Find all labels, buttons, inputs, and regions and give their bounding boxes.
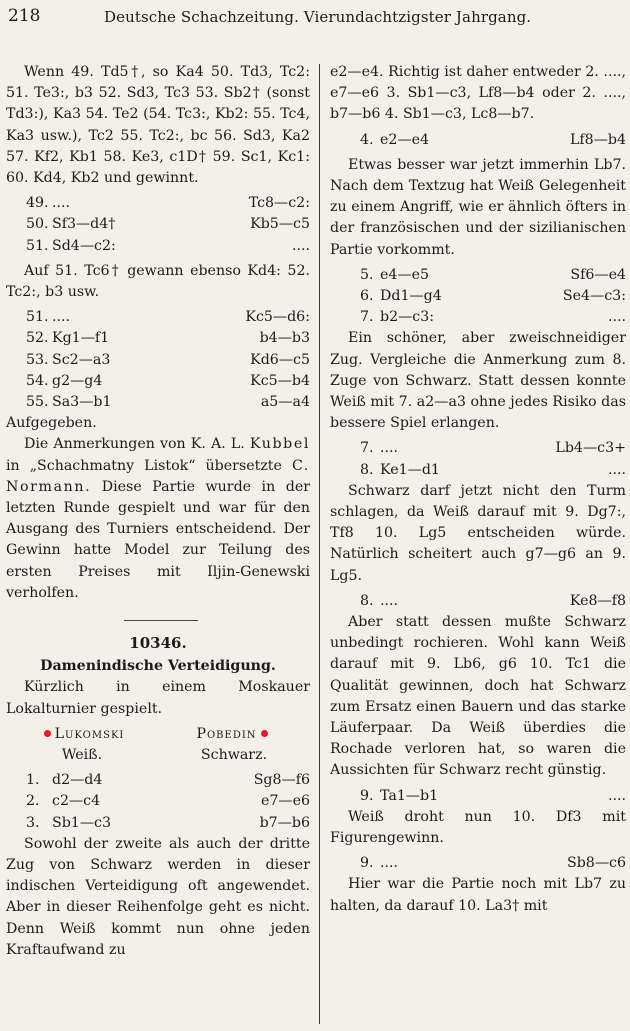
move-list	[6, 193, 310, 257]
move-row: 55. Sa3—b1 a5—a4	[26, 393, 310, 410]
move-row: 7. b2—c3: ....	[360, 309, 626, 326]
annotation-paragraph: Weiß droht nun 10. Df3 mit Figurengewinn.	[330, 808, 626, 846]
annotation-credit: Die Anmerkungen von K. A. L. Kubbel in „Schachmatny Listok“ übersetzte C. Normann. Diese Partie wurde in der letzten Runde gespielt und war für den Ausgang des Turniers entscheidend. Der Gewinn hatte Model zur Teilung des ersten Preises mit Iljin-Genewski verholfen.	[6, 436, 310, 601]
annotation-paragraph: Hier war die Partie noch mit Lb7 zu halten, da darauf 10. La3† mit	[330, 876, 626, 914]
annotation-paragraph: Etwas besser war jetzt immerhin Lb7. Nach dem Textzug hat Weiß Gelegenheit zu einem Angriff, wie er ähnlich öfters in der französischen und der sizilianischen Partie vorkommt.	[330, 156, 626, 258]
annotation-paragraph: Schwarz darf jetzt nicht den Turm schlagen, da Weiß darauf mit 9. Dg7:, Tf8 10. Lg5 entscheiden würde. Natürlich scheitert auch g7—g6 an 9. Lg5.	[330, 482, 626, 584]
black-label: Schwarz.	[200, 746, 268, 763]
page-number: 218	[8, 6, 41, 26]
black-player: Pobedin	[158, 724, 310, 745]
move-row: 5. e4—e5 Sf6—e4	[360, 266, 626, 283]
move-row: 8. Ke1—d1 ....	[360, 461, 626, 478]
left-column	[6, 62, 310, 961]
game-intro: Kürzlich in einem Moskauer Lokalturnier gespielt.	[6, 679, 310, 717]
annotation-paragraph: e2—e4. Richtig ist daher entweder 2. ...., e7—e6 3. Sb1—c3, Lf8—b4 oder 2. ...., b7—b6 4. Sb1—c3, Lc8—b7.	[330, 64, 626, 123]
move-row: 7. .... Lb4—c3+	[360, 440, 626, 457]
move-list	[6, 770, 310, 834]
move-row: 3. Sb1—c3 b7—b6	[26, 814, 310, 831]
move-row: 52. Kg1—f1 b4—b3	[26, 330, 310, 347]
game-title: Damenindische Verteidigung.	[40, 658, 276, 675]
move-row: 8. .... Ke8—f8	[360, 592, 626, 609]
move-row: 1. d2—d4 Sg8—f6	[26, 772, 310, 789]
move-row: 53. Sc2—a3 Kd6—c5	[26, 351, 310, 368]
move-row: 54. g2—g4 Kc5—b4	[26, 372, 310, 389]
annotation-paragraph: Aber statt dessen mußte Schwarz unbedingt rochieren. Wohl kann Weiß darauf mit 9. Lb6, g6 10. Tc1 die Qualität gewinnen, doch hat Schwarz zum Ersatz einen Bauern und das starke Läuferpaar. Da Weiß überdies die Rochade verloren hat, so waren die Aussichten für Schwarz recht günstig.	[330, 613, 626, 779]
white-player: Lukomski	[6, 724, 158, 745]
players	[6, 724, 310, 766]
running-title: Deutsche Schachzeitung. Vierundachtzigster Jahrgang.	[104, 8, 532, 26]
right-column	[330, 62, 626, 917]
annotation-paragraph: Ein schöner, aber zweischneidiger Zug. Vergleiche die Anmerkung zum 8. Zuge von Schwarz. Statt dessen konnte Weiß mit 7. a2—a3 ohne jedes Risiko das bessere Spiel erlangen.	[330, 330, 626, 432]
move-list	[330, 438, 626, 480]
move-row: 9. .... Sb8—c6	[360, 855, 626, 872]
move-row: 50. Sf3—d4† Kb5—c5	[26, 216, 310, 233]
move-list	[330, 265, 626, 329]
move-row: 6. Dd1—g4 Se4—c3:	[360, 288, 626, 304]
move-row: 49. .... Tc8—c2:	[26, 195, 310, 212]
annotation-paragraph: Wenn 49. Td5†, so Ka4 50. Td3, Tc2: 51. Te3:, b3 52. Sd3, Tc3 53. Sb2† (sonst Td3:), Ka3 54. Te2 (54. Tc3:, Kb2: 55. Tc4, Ka3 usw.), Tc2 55. Tc2:, bc 56. Sd3, Ka2 57. Kf2, Kb1 58. Ke3, c1D† 59. Sc1, Kc1: 60. Kd4, Kb2 und gewinnt.	[6, 64, 310, 187]
column-divider	[319, 64, 320, 1024]
annotator-name: Kubbel	[249, 436, 310, 453]
move-row: 2. c2—c4 e7—e6	[26, 793, 310, 810]
translator-name: C. Normann.	[6, 457, 310, 495]
white-label: Weiß.	[61, 746, 103, 763]
move-row: 9. Ta1—b1 ....	[360, 787, 626, 804]
resignation-note: Aufgegeben.	[6, 415, 97, 432]
annotation-paragraph: Sowohl der zweite als auch der dritte Zug von Schwarz werden in dieser indischen Verteidigung oft angewendet. Aber in dieser Reihenfolge geht es nicht. Denn Weiß kommt nun ohne jeden Kraftaufwand zu	[6, 835, 310, 958]
section-rule	[124, 620, 198, 621]
annotation-paragraph: Auf 51. Tc6† gewann ebenso Kd4: 52. Tc2:, b3 usw.	[6, 262, 310, 300]
move-row: 4. e2—e4 Lf8—b4	[360, 131, 626, 148]
page-header	[8, 6, 624, 36]
move-row: 51. Sd4—c2: ....	[26, 237, 310, 254]
move-list	[6, 307, 310, 413]
marker-dot-icon	[261, 730, 268, 737]
move-row: 51. .... Kc5—d6:	[26, 309, 310, 326]
marker-dot-icon	[44, 730, 51, 737]
game-number: 10346.	[129, 633, 187, 652]
